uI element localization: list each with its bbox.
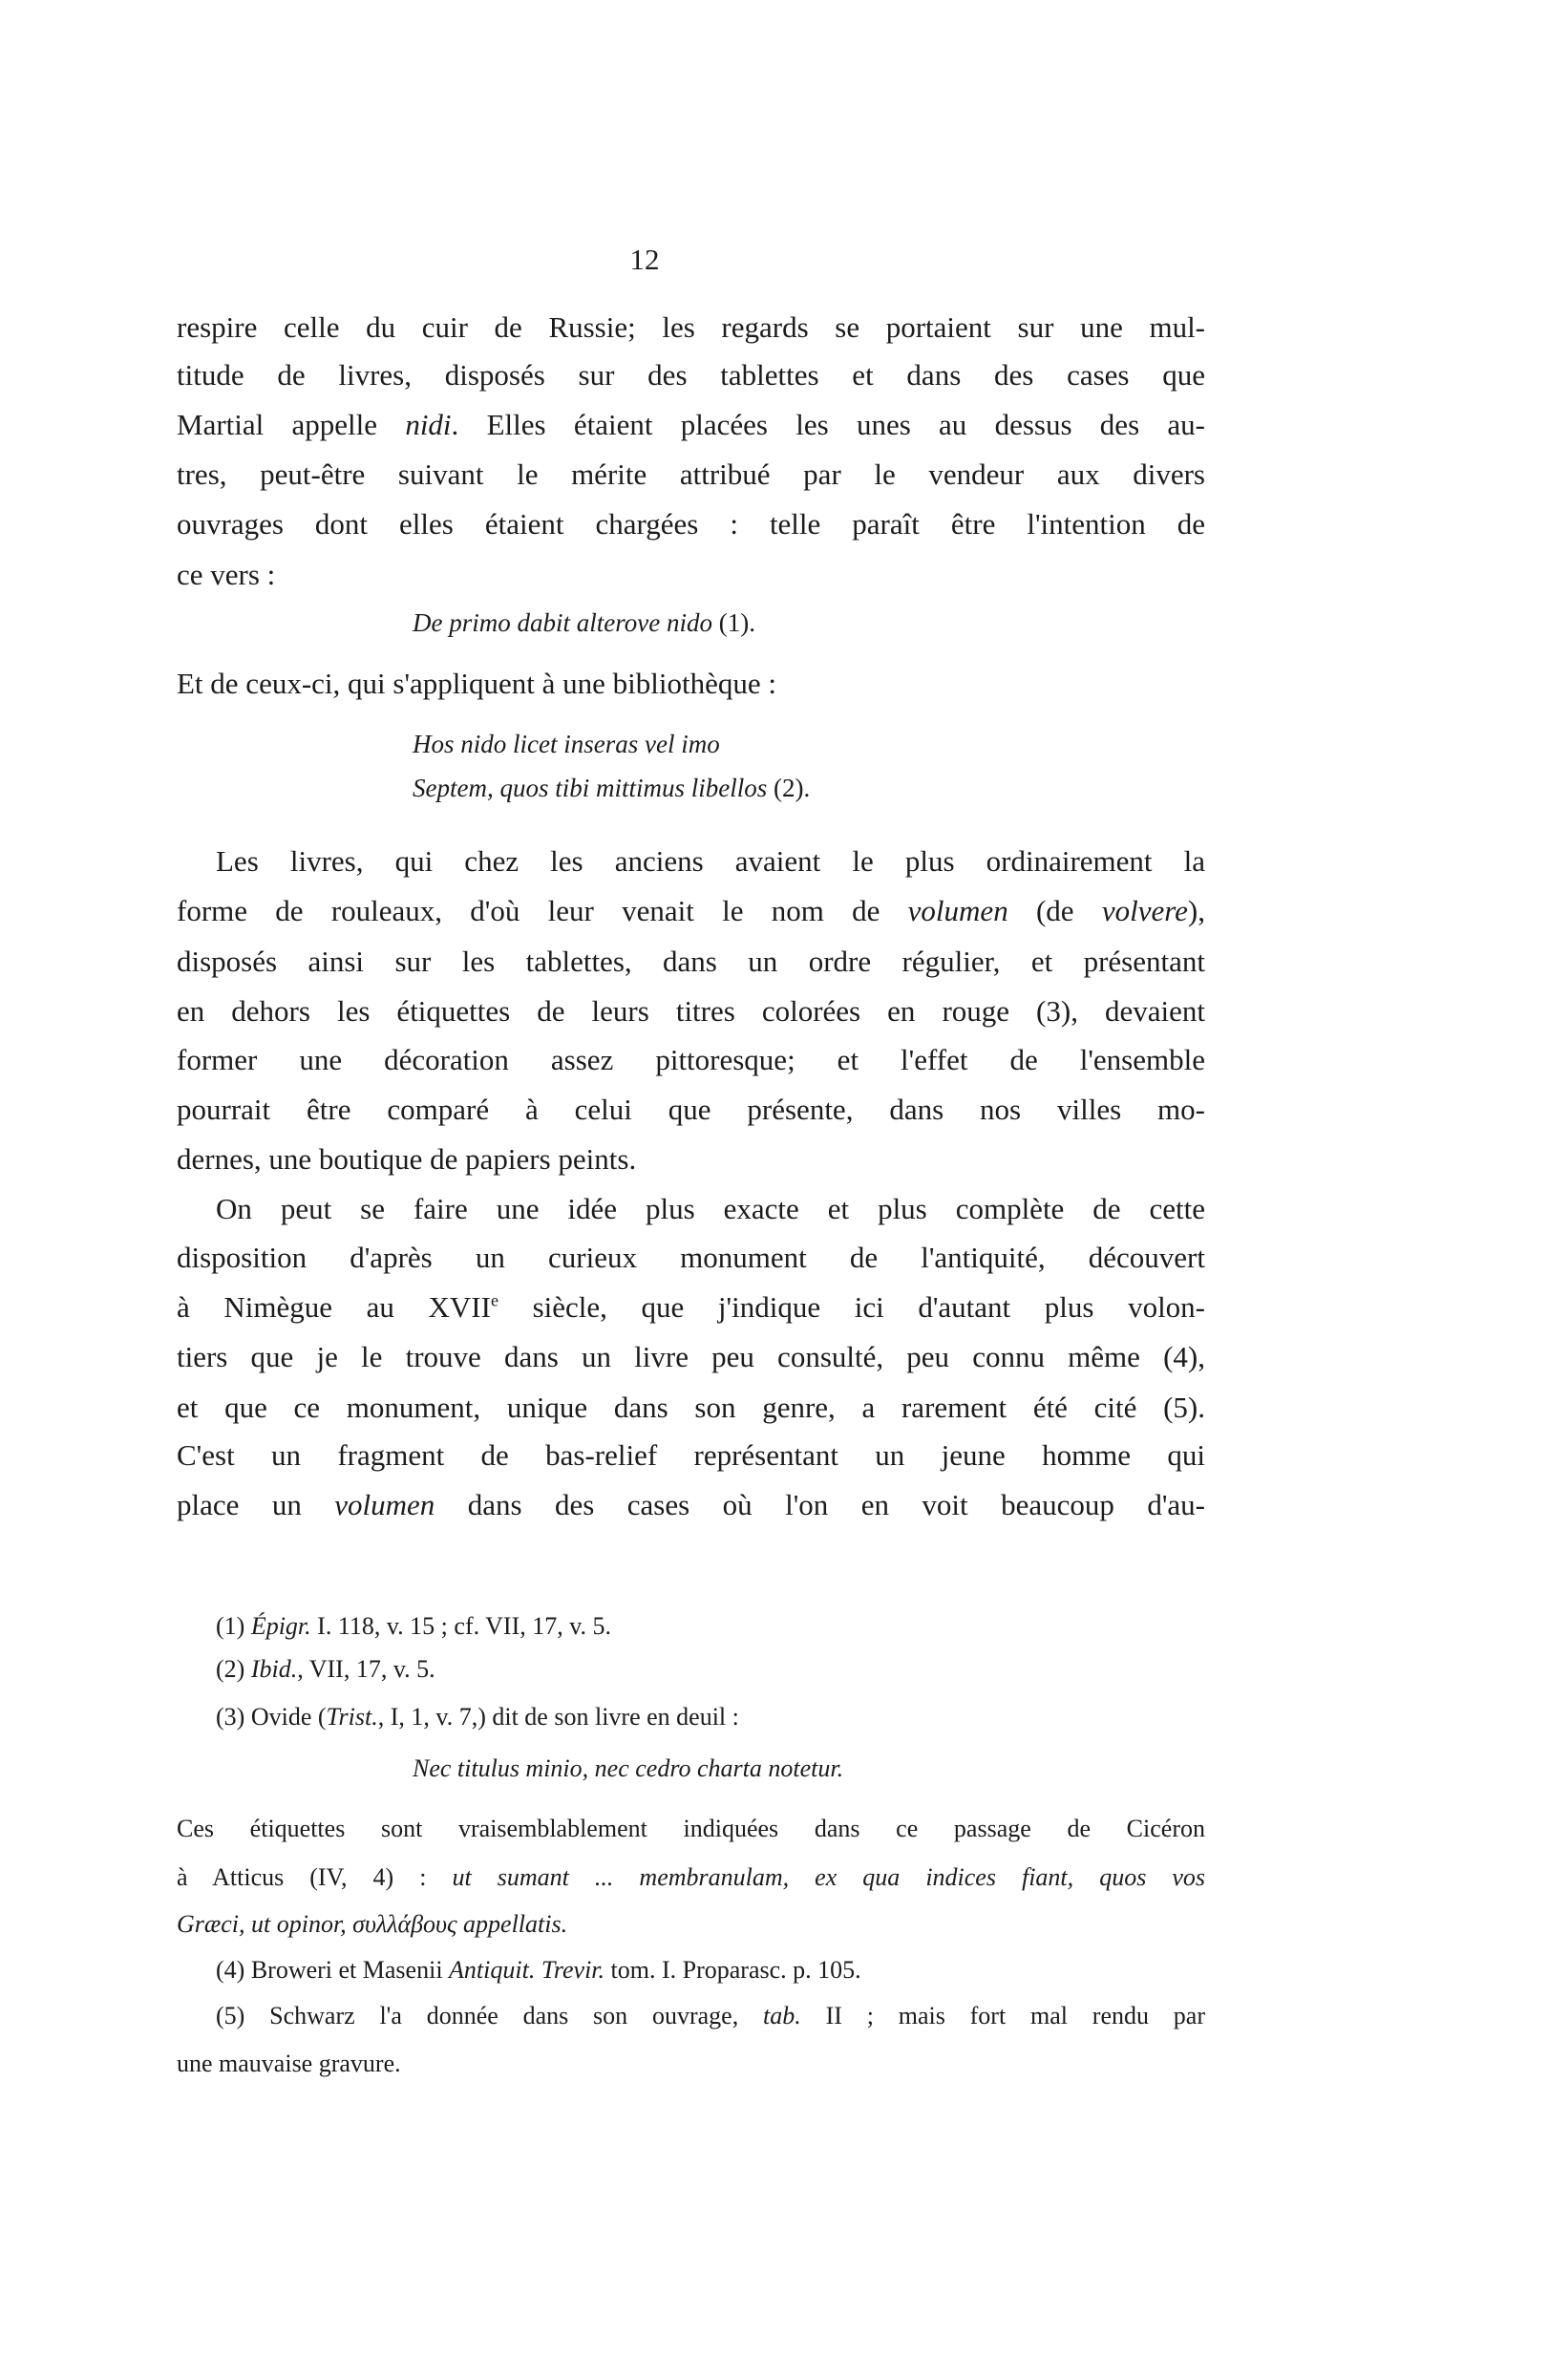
text-segment: à Nimègue au XVII	[177, 1290, 491, 1324]
italic-term: Épigr.	[250, 1612, 311, 1640]
text-segment: Martial appelle	[177, 408, 406, 441]
italic-term: volumen	[907, 894, 1008, 927]
text-segment: siècle, que j'indique ici d'autant plus volon-	[498, 1290, 1206, 1324]
verse-text: De primo dabit alterove nido	[413, 608, 712, 637]
footnote-3	[216, 1701, 1205, 1733]
text-segment: place un	[177, 1488, 335, 1521]
italic-term: nidi	[405, 408, 452, 441]
verse-quote	[413, 604, 755, 642]
text-segment: , I, 1, v. 7,) dit de son livre en deuil :	[377, 1703, 739, 1731]
italic-term: tab.	[763, 2002, 801, 2029]
text-segment: . Elles étaient placées les unes au dessus des au-	[451, 408, 1205, 441]
text-segment: (5) Schwarz l'a donnée dans son ouvrage,	[216, 2002, 764, 2029]
footnote-line: Ces étiquettes sont vraisemblablement indiquées dans ce passage de Cicéron	[177, 1815, 1205, 1842]
footnote-ref: (2).	[767, 774, 811, 802]
footnote-2	[216, 1653, 1205, 1686]
body-line	[177, 892, 1205, 930]
body-line: ouvrages dont elles étaient chargées : telle paraît être l'intention de	[177, 507, 1205, 541]
page-number: 12	[629, 243, 660, 276]
body-line: tiers que je le trouve dans un livre peu consulté, peu connu même (4),	[177, 1340, 1205, 1373]
body-line: On peut se faire une idée plus exacte et plus complète de cette	[216, 1192, 1205, 1225]
body-line: Les livres, qui chez les anciens avaient le plus ordinairement la	[216, 844, 1205, 878]
italic-term: Græci, ut opinor, συλλάβους appellatis.	[177, 1910, 568, 1938]
italic-term: ut sumant ... membranulam, ex qua indices fiant, quos vos	[452, 1863, 1205, 1891]
verse-quote: Hos nido licet inseras vel imo	[413, 730, 720, 758]
body-line: ce vers :	[177, 558, 276, 591]
body-line: pourrait être comparé à celui que présente, dans nos villes mo-	[177, 1093, 1205, 1126]
text-segment: I. 118, v. 15 ; cf. VII, 17, v. 5.	[310, 1612, 612, 1640]
text-segment: (4) Broweri et Masenii	[216, 1956, 450, 1984]
body-line: respire celle du cuir de Russie; les regards se portaient sur une mul-	[177, 310, 1205, 344]
text-segment: forme de rouleaux, d'où leur venait le nom de	[177, 894, 908, 927]
text-segment: (2)	[216, 1655, 251, 1683]
body-line: et que ce monument, unique dans son genre, a rarement été cité (5).	[177, 1391, 1205, 1424]
italic-term: Ibid.	[250, 1655, 298, 1683]
body-line: titude de livres, disposés sur des tablettes et dans des cases que	[177, 358, 1205, 392]
verse-quote	[413, 769, 810, 807]
footnote-line	[177, 1908, 1205, 1941]
text-segment: (3) Ovide (	[216, 1703, 327, 1731]
footnote-line: une mauvaise gravure.	[177, 2050, 401, 2077]
body-line: C'est un fragment de bas-relief représentant un jeune homme qui	[177, 1438, 1205, 1472]
text-segment: , VII, 17, v. 5.	[297, 1655, 435, 1683]
body-line: en dehors les étiquettes de leurs titres colorées en rouge (3), devaient	[177, 994, 1205, 1028]
footnote-1	[216, 1610, 1205, 1643]
body-line: former une décoration assez pittoresque; et l'effet de l'ensemble	[177, 1043, 1205, 1076]
text-segment: (1)	[216, 1612, 251, 1640]
text-segment: ),	[1187, 894, 1205, 927]
text-segment: (de	[1007, 894, 1102, 927]
body-line: tres, peut-être suivant le mérite attribué par le vendeur aux divers	[177, 457, 1205, 491]
verse-text: Septem, quos tibi mittimus libellos	[413, 774, 768, 802]
body-line: dernes, une boutique de papiers peints.	[177, 1142, 637, 1176]
footnote-line	[177, 1861, 1205, 1894]
italic-term: Trist.	[326, 1703, 378, 1731]
text-segment: II ; mais fort mal rendu par	[800, 2002, 1205, 2029]
body-line	[177, 406, 1205, 444]
body-line: disposés ainsi sur les tablettes, dans un ordre régulier, et présentant	[177, 945, 1205, 978]
body-line: Et de ceux-ci, qui s'appliquent à une bibliothèque :	[177, 667, 776, 700]
italic-term: Antiquit. Trevir.	[449, 1956, 605, 1984]
text-segment: à Atticus (IV, 4) :	[177, 1863, 453, 1891]
footnote-verse: Nec titulus minio, nec cedro charta notetur.	[413, 1754, 844, 1782]
body-line: disposition d'après un curieux monument de l'antiquité, découvert	[177, 1241, 1205, 1274]
text-segment: tom. I. Proparasc. p. 105.	[604, 1956, 861, 1984]
text-segment: dans des cases où l'on en voit beaucoup d'au-	[435, 1488, 1205, 1521]
italic-term: volvere	[1101, 894, 1188, 927]
footnote-5	[216, 2000, 1205, 2032]
footnote-4	[216, 1954, 1205, 1987]
footnote-ref: (1).	[711, 608, 755, 637]
italic-term: volumen	[334, 1488, 435, 1521]
body-line	[177, 1288, 1205, 1327]
superscript: e	[490, 1290, 498, 1310]
body-line	[177, 1486, 1205, 1524]
